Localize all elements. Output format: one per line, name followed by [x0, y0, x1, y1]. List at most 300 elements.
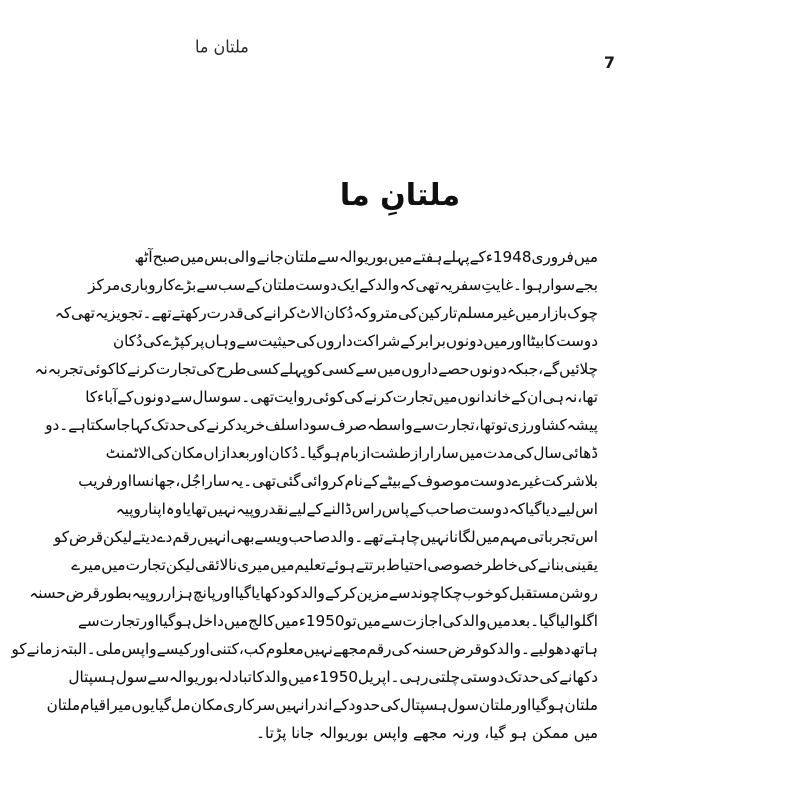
body-line-segment: تک [151, 416, 169, 434]
body-line-segment: کے [469, 248, 486, 266]
body-line-segment: میں [270, 556, 295, 574]
body-line-segment: سے [317, 248, 339, 266]
body-line-segment: اجازت [402, 612, 443, 630]
body-line-segment: فریب [78, 472, 114, 490]
body-line-segment: نہیں [206, 500, 237, 518]
body-line-segment: کی [397, 304, 418, 322]
body-line-segment: 1948ء [485, 248, 532, 266]
body-line-segment: تجارت [125, 556, 166, 574]
body-line-segment: البتہ [59, 640, 87, 658]
page-number: 7 [603, 53, 615, 72]
body-line-segment: گیا [158, 612, 176, 630]
body-line-segment: حیثیت [258, 332, 297, 350]
body-line-segment: میں [433, 388, 458, 406]
body-line-segment: کہ [508, 500, 526, 518]
body-line [202, 719, 598, 747]
body-line-segment: سودا [298, 416, 330, 434]
body-line-segment: یا [182, 500, 191, 518]
body-line-segment: کے [306, 500, 323, 518]
body-line-segment: تھی۔ [243, 472, 277, 490]
body-line-segment: ڈھائی [561, 444, 598, 462]
body-line-segment: 1950ء [298, 612, 345, 630]
body-line [115, 495, 598, 523]
body-line-segment: روپیہ [236, 500, 269, 518]
body-line-segment: خاندانوں [457, 388, 512, 406]
body-line-segment: سب [217, 276, 246, 294]
body-line-segment: حسنہ [29, 584, 66, 602]
body-line-segment: تھے۔ [354, 528, 384, 546]
body-line-segment: میں [356, 612, 381, 630]
body-line-segment: میرے [71, 556, 102, 574]
body-line-segment: والد [330, 528, 355, 546]
running-header [0, 38, 800, 78]
body-line-segment: کہ [54, 304, 72, 322]
body-line-segment: دوست [469, 472, 512, 490]
body-line-segment: میں [483, 332, 508, 350]
body-line-segment: کسی [321, 360, 356, 378]
body-line-segment: چوک [567, 304, 598, 322]
body-line-segment: داروں [401, 360, 439, 378]
body-line-segment: تو [495, 416, 508, 434]
body-line-segment: داخل [192, 612, 224, 630]
body-line-segment: ایک [337, 276, 360, 294]
body-line-segment: کی [186, 416, 207, 434]
body-line-segment: زمانے [26, 640, 60, 658]
body-line-segment: پانچ [192, 584, 216, 602]
body-line [71, 551, 598, 579]
body-line-segment: تھے۔ [142, 304, 172, 322]
body-line-segment: خصوصی [427, 556, 484, 574]
body-line-segment: کالج [248, 612, 275, 630]
body-line-segment: کو [53, 528, 69, 546]
body-line-segment: بوریوالہ [338, 248, 389, 266]
body-line-segment: مرکز [88, 276, 121, 294]
body-line-segment: میں [179, 248, 205, 266]
body-line-segment: دوست [467, 500, 509, 518]
body-line-segment: میں [515, 304, 540, 322]
body-line-segment: صاحب [425, 500, 468, 518]
body-line-segment: والد [496, 640, 521, 658]
body-line-segment: کب، [238, 640, 266, 658]
body-line-segment: ہو [547, 696, 565, 714]
body-line-segment: دوستی [460, 668, 505, 686]
body-line-segment: ہسپتال [68, 668, 116, 686]
body-line-segment: کی [196, 360, 217, 378]
body-line-segment: غایتِ [481, 276, 514, 294]
body-line-segment: حد [168, 416, 187, 434]
body-line-segment: دکھایا [251, 584, 286, 602]
body-line-segment: بیٹے [378, 472, 402, 490]
body-line-segment: روپیہ [131, 584, 165, 602]
body-line-segment: لگانا [449, 528, 476, 546]
body-line-segment: مسلم [457, 304, 495, 322]
body-line-segment: ملتان [564, 696, 598, 714]
body-line-segment: مکان [190, 696, 223, 714]
body-line-segment: گیا [154, 696, 172, 714]
body-line [54, 299, 598, 327]
body-line-segment: داروں [316, 332, 353, 350]
body-line-segment: دیتے [132, 528, 157, 546]
body-line-segment: پہلے [279, 360, 307, 378]
body-line-segment: میں [101, 556, 126, 574]
body-line-segment: یہ [94, 304, 109, 322]
chapter-title: ملتانِ ما [339, 178, 461, 213]
body-line-segment: کو [285, 584, 301, 602]
body-line-segment: رقم [366, 640, 392, 658]
body-line-segment: نہ [34, 360, 48, 378]
body-line-segment: کوئی [83, 360, 116, 378]
body-line-segment: یہ [230, 472, 244, 490]
body-line-segment: کی [539, 668, 560, 686]
body-line-segment: جھانسا [131, 472, 176, 490]
body-line-segment: سلف [264, 416, 299, 434]
body-line-segment: دے [156, 528, 173, 546]
body-line-segment: دھو [548, 640, 571, 658]
body-line-segment: نالائقی [195, 556, 238, 574]
body-line [105, 439, 598, 467]
body-line-segment: یوں [131, 696, 155, 714]
body-line-segment: الاٹ [296, 304, 324, 322]
body-line-segment: کہ [399, 276, 416, 294]
body-line-segment: ہفتے [412, 248, 443, 266]
body-line-segment: بعد [510, 612, 531, 630]
body-line-segment: میں [388, 248, 413, 266]
body-line-segment: اپنا [148, 500, 166, 518]
body-line-segment: کے [409, 500, 426, 518]
body-line-segment: کرنے [206, 416, 235, 434]
body-line-segment: رقم [172, 528, 198, 546]
body-line-segment: دونوں [133, 388, 171, 406]
body-line-segment: ہو [323, 444, 341, 462]
body-line-segment: کے [511, 388, 528, 406]
body-line-segment: شراکت [352, 332, 401, 350]
body-line-segment: تھا، [474, 416, 496, 434]
body-line-segment: کو [306, 360, 322, 378]
body-line-segment: کو [11, 640, 27, 658]
body-line-segment: جُل، [175, 472, 202, 490]
body-line-segment: گے، [538, 360, 560, 378]
body-line-segment: کہا [130, 416, 152, 434]
body-line-segment: سے [77, 612, 100, 630]
body-line-segment: ملتان [478, 696, 513, 714]
body-line-segment: گیا۔ [530, 612, 556, 630]
body-line-segment: میرا [106, 696, 132, 714]
body-line-segment: کا [115, 360, 128, 378]
body-line-segment: اور [215, 584, 235, 602]
body-line-segment: چلائیں [559, 360, 598, 378]
body-line-segment: کی [151, 444, 171, 462]
body-line-segment: تھی۔ [241, 388, 275, 406]
body-line-segment: بھی [230, 528, 255, 546]
body-line-segment: کی [243, 304, 264, 322]
body-line-segment: کی [517, 556, 538, 574]
body-line-segment: میں [287, 668, 313, 686]
body-line-segment: چلتی [428, 668, 461, 686]
body-line-segment: قیام [80, 696, 107, 714]
body-line-segment: حصے [438, 360, 470, 378]
body-line-segment: تعلیم [294, 556, 326, 574]
body-line-segment: سو [220, 388, 242, 406]
body-line-segment: غیرے [511, 472, 542, 490]
body-line-segment: سوار [542, 276, 576, 294]
body-line-segment: تھی [415, 276, 440, 294]
body-line-segment: کتنی [209, 640, 239, 658]
body-line-segment: آٹھ [134, 248, 153, 266]
body-line-segment: اس [575, 528, 598, 546]
body-line-segment: ہو [175, 612, 192, 630]
body-line-segment: کا [544, 332, 557, 350]
body-line-segment: ملتان [46, 696, 81, 714]
body-line-segment: بنانے [537, 556, 565, 574]
body-line-segment: مل [171, 696, 191, 714]
body-line-segment: اور [190, 640, 210, 658]
body-line-segment: صاحب [288, 528, 331, 546]
body-line-segment: کر [340, 584, 357, 602]
body-line-segment: سارا [201, 472, 231, 490]
body-line-segment: کرانے [263, 304, 297, 322]
body-line-segment: آباء [97, 388, 118, 406]
body-line-segment: ہے۔ [59, 416, 87, 434]
body-line-segment: بعدازاں [203, 444, 250, 462]
body-line-segment: گیا [525, 500, 542, 518]
body-line-segment: تجویز [108, 304, 143, 322]
body-line-segment: تھی [71, 304, 95, 322]
body-line-segment: متروکہ [353, 304, 398, 322]
body-line-segment: نہ [564, 388, 578, 406]
body-line-segment: تجربہ [47, 360, 84, 378]
body-line-segment: میں [486, 612, 511, 630]
body-line-segment: موصوف [417, 472, 470, 490]
body-line [34, 355, 598, 383]
body-line-segment: سے [170, 388, 193, 406]
body-line-segment: مجھے [332, 640, 367, 658]
body-line [29, 579, 598, 607]
body-line-segment: بجے [575, 276, 598, 294]
body-line-segment: کی [513, 444, 534, 462]
body-line-segment: سے [147, 668, 169, 686]
body-line-segment: روایت [274, 388, 313, 406]
body-line-segment: گیا۔ [298, 444, 324, 462]
body-line-segment: سفر [452, 276, 482, 294]
body-line-segment: لیے [557, 500, 576, 518]
body-line-segment: قرض [68, 528, 103, 546]
body-line-segment: ہوئے [325, 556, 356, 574]
body-line-segment: تھا، [577, 388, 598, 406]
body-line-segment: لیے۔ [521, 640, 549, 658]
body-line-segment: روپیہ [115, 500, 149, 518]
body-line-segment: تھا [190, 500, 207, 518]
body-line-segment: میں [458, 444, 484, 462]
body-line-segment: کے [332, 696, 349, 714]
body-line-segment: حسنہ [411, 640, 448, 658]
body-line-segment: اندر [308, 696, 333, 714]
body-line-segment: نقد [268, 500, 289, 518]
body-line-segment: مستقبل [508, 584, 560, 602]
body-line-segment: کی [344, 388, 365, 406]
body-line-segment: پاس [381, 500, 410, 518]
body-line-segment: اور [249, 444, 269, 462]
body-line-segment: طرح [216, 360, 247, 378]
body-line-segment: دوست [556, 332, 598, 350]
body-line-segment: لیکن [103, 528, 133, 546]
body-line-segment: میں [475, 528, 500, 546]
body-line-segment: بلا [584, 472, 598, 490]
body-line-segment: قرض [65, 584, 100, 602]
body-line-segment: دکھانے [559, 668, 598, 686]
body-line-segment: راس [351, 500, 382, 518]
body-line-segment: انہیں [275, 696, 309, 714]
body-line-segment: تجارت [392, 388, 434, 406]
body-line-segment: کا [85, 388, 98, 406]
body-line-segment: مہم [499, 528, 528, 546]
body-line-segment: کسی [246, 360, 280, 378]
body-line-segment: ہسپتال [399, 696, 448, 714]
body-line-segment: مدت [483, 444, 514, 462]
body-line-segment: کی [391, 640, 412, 658]
body-line [113, 327, 598, 355]
body-line-segment: سال [533, 444, 562, 462]
body-line-segment: ملی۔ [86, 640, 122, 658]
body-line-segment: جانے [256, 248, 284, 266]
body-line-segment: سول [115, 668, 148, 686]
body-line-segment: والد [300, 584, 325, 602]
body-line-segment: صبح [152, 248, 180, 266]
body-line-segment: چکا [439, 584, 463, 602]
body-line-segment: قدرت [206, 304, 244, 322]
body-line-segment: بام [340, 444, 359, 462]
body-line-segment: چاہتے [383, 528, 420, 546]
body-line-segment: والد [462, 612, 487, 630]
body-line-segment: لیے [288, 500, 307, 518]
body-line-segment: مزین [356, 584, 389, 602]
body-line-segment: معلوم [265, 640, 304, 658]
body-line-segment: برابر [416, 332, 446, 350]
body-line-segment: سول [447, 696, 479, 714]
body-line-segment: انہیں [197, 528, 231, 546]
body-line-segment: تجارت [434, 416, 475, 434]
body-line-segment: کے [362, 472, 379, 490]
body-line-segment: برتتے [355, 556, 386, 574]
body-line-segment: میں ممکن ہو گیا، ورنہ مجھے واپس بوریوالہ جانا پڑتا۔ [256, 724, 598, 742]
body-line [77, 607, 598, 635]
body-line-segment: طشت [370, 444, 411, 462]
body-line-segment: کی [442, 612, 463, 630]
body-line-segment: میں [376, 360, 402, 378]
body-line-segment: اپریل [358, 668, 391, 686]
body-line-segment: کرنے [364, 388, 393, 406]
body-line-segment: اور [507, 332, 527, 350]
body-line-segment: اس [575, 500, 598, 518]
body-line-segment: سے [196, 276, 218, 294]
body-line-segment: والد [375, 276, 400, 294]
body-line-segment: سارا [429, 444, 459, 462]
body-line-segment: بوریوالہ [168, 668, 219, 686]
body-line-segment: دو [45, 416, 60, 434]
body-line-segment: دونوں [469, 360, 507, 378]
body-line-segment: تجارت [155, 360, 197, 378]
body-line-segment: وہ [165, 500, 183, 518]
body-line-segment: کرنے [127, 360, 156, 378]
body-line-segment: کی [142, 332, 163, 350]
body-line-segment: قرض [447, 640, 482, 658]
body-line-segment: دیا [541, 500, 558, 518]
body-line-segment: کو [481, 640, 497, 658]
body-line [88, 271, 598, 299]
body-line-segment: میری [237, 556, 271, 574]
body-line-segment: کے [245, 276, 262, 294]
body-line-segment: دونوں [445, 332, 484, 350]
body-line-segment: سرکاری [223, 696, 276, 714]
body-line-segment: فروری [531, 248, 574, 266]
body-line-segment: میں [223, 612, 249, 630]
body-line-segment: کے [117, 388, 134, 406]
body-line-segment: جبکہ [506, 360, 539, 378]
body-line-segment: اور [512, 696, 532, 714]
body-line-segment: سے [355, 360, 377, 378]
body-line-segment: گیا [234, 584, 252, 602]
body-line [45, 411, 598, 439]
body-line-segment: ہزار [164, 584, 193, 602]
body-line-segment: کا [251, 668, 264, 686]
body-line-segment: از [358, 444, 371, 462]
body-line-segment: کی [380, 696, 400, 714]
body-line-segment: میں [573, 248, 598, 266]
body-line-segment: رکھتے [171, 304, 207, 322]
body-line-segment: پیشہ [566, 416, 598, 434]
body-line-segment: حدود [348, 696, 381, 714]
body-line-segment: بازار [539, 304, 568, 322]
body-line-segment: خرید [234, 416, 265, 434]
body-line [68, 663, 598, 691]
body-line-segment: کے [400, 332, 417, 350]
body-line-segment: کے [401, 472, 418, 490]
body-line-segment: بیٹا [526, 332, 545, 350]
body-line-segment: تو [344, 612, 357, 630]
body-line-segment: احتیاط [385, 556, 428, 574]
body-line-segment: لیا [555, 612, 570, 630]
body-line-segment: رہی۔ [390, 668, 429, 686]
body-line-segment: ملتان [261, 276, 296, 294]
body-line-segment: صرف [330, 416, 368, 434]
body-line-segment: چوند [410, 584, 440, 602]
body-line-segment: سے [380, 612, 403, 630]
body-line-segment: ہی [542, 388, 565, 406]
body-line-segment: خوب [462, 584, 494, 602]
body-line-segment: ہوا۔ [513, 276, 543, 294]
body-line-segment: نہیں [419, 528, 450, 546]
body-line-segment: کو [493, 584, 509, 602]
body-line-segment: پہلے [442, 248, 470, 266]
body-line-segment: میں [274, 612, 299, 630]
body-line-segment: ہاتھ [570, 640, 598, 658]
body-line-segment: کشاورزی [507, 416, 567, 434]
body-line-segment: واپس [121, 640, 157, 658]
body-line-segment: اور [113, 472, 132, 490]
body-line-segment: دُکان [113, 332, 143, 350]
running-header-title: ملتان ما [195, 36, 249, 57]
body-line-segment: اگلوا [569, 612, 598, 630]
body-line-segment: تجرباتی [527, 528, 576, 546]
body-line-segment: وہاں [204, 332, 237, 350]
body-line-segment: اور [139, 612, 159, 630]
body-line-segment: کروائی [300, 472, 345, 490]
body-line-segment: حد [521, 668, 540, 686]
body-line-segment: ملتان [283, 248, 318, 266]
body-line-segment: ان [527, 388, 543, 406]
body-line-segment: سے [412, 416, 435, 434]
body-line-segment: والی [227, 248, 257, 266]
body-line-segment: 1950ء [312, 668, 359, 686]
